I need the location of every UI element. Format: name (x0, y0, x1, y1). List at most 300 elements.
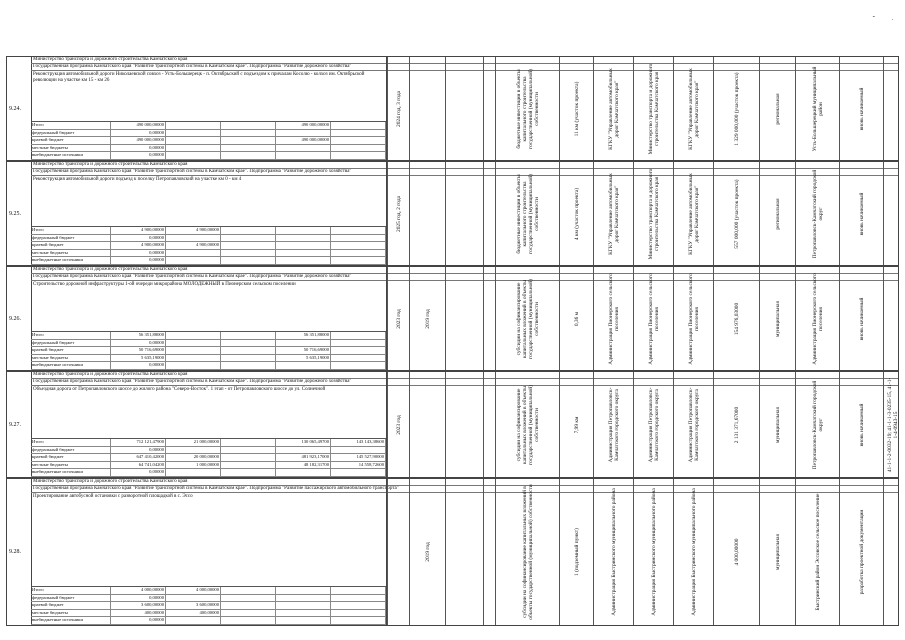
source-label: Итого (31, 122, 111, 129)
amount-cell (276, 587, 331, 594)
amount-cell (221, 137, 276, 144)
amount-cell: 490 000,00000 (276, 137, 331, 144)
amount-cell (166, 355, 221, 362)
amount-cell (276, 469, 331, 476)
amount-cell (276, 235, 331, 242)
amount-cell: 50 716,69000 (276, 347, 331, 354)
amount-cell: 0,00000 (111, 250, 166, 257)
amount-cell: 4 900,00000 (166, 227, 221, 234)
attribute-cell (839, 479, 884, 625)
object-title: Объездная дорога от Петропавловского шоссе до жилого района "Северо-Восток". 1 этап - от Петропавловского шоссе до ул. Солнечной (33, 387, 326, 392)
amount-cell (276, 152, 331, 159)
amount-cell (331, 602, 386, 609)
amount-cell (331, 145, 386, 152)
attribute-cell (495, 479, 560, 625)
attribute-text: субсидии на софинансирование капитальных вложений в объекты государственной (муниципальной) собственности (522, 484, 534, 620)
attribute-text: муниципальная (775, 300, 781, 337)
attribute-text: 2019 год (425, 308, 431, 329)
object-title: Строительство дорожной инфраструктуры 1-ой очереди микрорайона МОЛОДЕЖНЫЙ в Пионерском сельском поселении (33, 282, 296, 287)
amount-cell (221, 227, 276, 234)
financing-row (31, 355, 386, 363)
source-label: местные бюджеты (31, 355, 111, 362)
attribute-cell (883, 57, 902, 160)
attribute-cell (759, 57, 796, 160)
amount-cell (221, 257, 276, 264)
amount-cell (166, 362, 221, 369)
financing-row (31, 235, 386, 243)
source-label: Итого (31, 439, 111, 446)
attribute-cell (495, 372, 560, 477)
source-label: краевой бюджет (31, 347, 111, 354)
attribute-cell (409, 372, 446, 477)
attribute-cell (559, 267, 594, 370)
attribute-columns (386, 479, 898, 625)
attribute-cell (633, 372, 674, 477)
amount-cell (276, 250, 331, 257)
amount-cell (166, 145, 221, 152)
amount-cell: 143 143,38600 (331, 439, 386, 446)
attribute-cell (593, 162, 634, 265)
amount-cell: 4 900,00000 (111, 242, 166, 249)
source-label: краевой бюджет (31, 137, 111, 144)
financing-table (31, 331, 386, 370)
amount-cell: 3 600,00000 (111, 602, 166, 609)
attribute-cell (593, 57, 634, 160)
amount-cell: 712 121,47900 (111, 439, 166, 446)
source-label: Итого (31, 332, 111, 339)
amount-cell (221, 602, 276, 609)
amount-cell (221, 130, 276, 137)
source-label: Итого (31, 587, 111, 594)
amount-cell (166, 332, 221, 339)
amount-cell (331, 340, 386, 347)
amount-cell: 4 000,00000 (111, 587, 166, 594)
financing-row (31, 250, 386, 258)
attribute-text: Администрация Быстринского муниципального района (691, 488, 697, 616)
amount-cell (166, 469, 221, 476)
attribute-text: Петропавловск-Камчатский городской округ (812, 169, 824, 258)
attribute-cell (409, 162, 446, 265)
financing-row (31, 152, 386, 160)
source-label: внебюджетные источники (31, 152, 111, 159)
attribute-text: региональная (775, 92, 781, 125)
amount-cell (221, 447, 276, 454)
attribute-text: разработка проектной документации (859, 509, 865, 595)
amount-cell: 490 000,00000 (111, 122, 166, 129)
attribute-cell (713, 162, 760, 265)
financing-row (31, 617, 386, 625)
amount-cell (276, 610, 331, 617)
attribute-cell (713, 372, 760, 477)
attribute-columns (386, 162, 898, 265)
financing-row (31, 145, 386, 153)
attribute-cell (839, 372, 884, 477)
financing-row (31, 447, 386, 455)
attribute-text: вновь начинаемый (859, 297, 865, 340)
attribute-cell (839, 162, 884, 265)
financing-table (31, 121, 386, 160)
attribute-cell (883, 267, 902, 370)
amount-cell (221, 610, 276, 617)
financing-table (31, 226, 386, 265)
attribute-text: вновь начинаемый (859, 192, 865, 235)
attribute-cell (673, 372, 714, 477)
attribute-text: 2023 год (396, 308, 402, 329)
program-header: Государственная программа Камчатского края "Развитие транспортной системы в Камчатском крае". Подпрограмма "Развитие пассажирского автомобильного транспорта" (31, 486, 898, 493)
attribute-cell (883, 479, 902, 625)
attribute-text: вновь начинаемый (859, 87, 865, 130)
row-number-text: 9.26. (9, 315, 21, 322)
attribute-cell (673, 479, 714, 625)
row-number-text: 9.27. (9, 421, 21, 428)
investment-table (6, 56, 899, 626)
attribute-cell (445, 267, 484, 370)
amount-cell (276, 447, 331, 454)
attribute-text: 2 131 371,67000 (734, 406, 740, 443)
amount-cell (331, 617, 386, 624)
attribute-cell (593, 267, 634, 370)
amount-cell (166, 347, 221, 354)
table-row (6, 56, 899, 161)
amount-cell (331, 447, 386, 454)
amount-cell (221, 235, 276, 242)
ministry-header: Министерство транспорта и дорожного строительства Камчатского края (31, 372, 898, 379)
amount-cell: 400,00000 (166, 610, 221, 617)
amount-cell: 145 527,90000 (331, 454, 386, 461)
amount-cell (166, 122, 221, 129)
source-label: местные бюджеты (31, 250, 111, 257)
amount-cell (221, 122, 276, 129)
attribute-text: 1 329 000,000 (участок проекта) (734, 71, 740, 146)
attribute-text: Администрация Петропавловск-Камчатского городского округа (608, 387, 620, 462)
amount-cell (331, 257, 386, 264)
amount-cell (331, 227, 386, 234)
attribute-cell (445, 57, 484, 160)
attribute-cell (387, 57, 410, 160)
amount-cell: 0,00000 (111, 145, 166, 152)
attribute-cell (883, 162, 902, 265)
attribute-cell (445, 479, 484, 625)
attribute-cell (559, 57, 594, 160)
object-title: Реконструкция автомобильной дороги Николаевской совхоз - Усть-Большерецк - п. Октябрьский с подъездом к причалам Косолю - колхоз им. Октябрьской революции на участке км 15 - км 26 (33, 72, 365, 83)
attribute-cell (387, 372, 410, 477)
attribute-cell (409, 267, 446, 370)
amount-cell (166, 447, 221, 454)
attribute-text: Усть-Большерецкий муниципальный район (812, 66, 824, 151)
row-number (7, 57, 32, 160)
attribute-cell (759, 479, 796, 625)
financing-table (31, 438, 386, 477)
amount-cell: 5 635,19000 (111, 355, 166, 362)
amount-cell (166, 340, 221, 347)
financing-row (31, 462, 386, 470)
attribute-cell (883, 372, 902, 477)
amount-cell (276, 145, 331, 152)
amount-cell (331, 587, 386, 594)
attribute-cell (795, 162, 840, 265)
attribute-cell (593, 372, 634, 477)
program-header: Государственная программа Камчатского края "Развитие транспортной системы в Камчатском крае". Подпрограмма "Развитие дорожного хозяйства" (31, 64, 898, 71)
financing-row (31, 242, 386, 250)
attribute-text: 0,36 м (574, 311, 580, 326)
row-number-text: 9.28. (9, 549, 21, 555)
source-label: внебюджетные источники (31, 257, 111, 264)
amount-cell (276, 242, 331, 249)
financing-row (31, 257, 386, 265)
scan-mark: - (872, 12, 875, 20)
table-row (6, 371, 899, 478)
amount-cell (221, 469, 276, 476)
source-label: федеральный бюджет (31, 130, 111, 137)
amount-cell (221, 595, 276, 602)
attribute-cell (759, 267, 796, 370)
amount-cell (221, 617, 276, 624)
attribute-text: бюджетные инвестиции в объекты капитального строительства государственной (муниципальной) собственности (516, 173, 540, 254)
attribute-cell (759, 162, 796, 265)
attribute-text: муниципальная (775, 406, 781, 443)
attribute-text: 7,99 км (574, 416, 580, 433)
amount-cell (331, 355, 386, 362)
attribute-text: вновь начинаемый (859, 403, 865, 446)
amount-cell: 64 741,04200 (111, 462, 166, 469)
attribute-cell (559, 479, 594, 625)
financing-row (31, 610, 386, 618)
attribute-text: Министерство транспорта и дорожного строительства Камчатского края (648, 168, 660, 259)
financing-row (31, 347, 386, 355)
attribute-cell (795, 267, 840, 370)
attribute-text: 4 км (участок проекта) (574, 187, 580, 240)
amount-cell: 1 000,00000 (166, 462, 221, 469)
attribute-cell (495, 162, 560, 265)
amount-cell (221, 355, 276, 362)
amount-cell (276, 602, 331, 609)
amount-cell: 50 716,69000 (111, 347, 166, 354)
amount-cell (331, 347, 386, 354)
amount-cell (331, 122, 386, 129)
row-number (7, 479, 32, 625)
attribute-text: Быстринский район Эссовское сельское поселение (815, 493, 821, 611)
amount-cell (221, 145, 276, 152)
amount-cell (331, 610, 386, 617)
attribute-cell (839, 267, 884, 370)
financing-row (31, 122, 386, 130)
attribute-text: муниципальная (775, 534, 781, 570)
source-label: внебюджетные источники (31, 617, 111, 624)
attribute-cell (633, 267, 674, 370)
attribute-cell (445, 372, 484, 477)
attribute-text: КГКУ "Управление автомобильных дорог Камчатского края" (608, 67, 620, 150)
amount-cell: 0,00000 (111, 235, 166, 242)
amount-cell (276, 617, 331, 624)
financing-row (31, 587, 386, 595)
amount-cell (166, 250, 221, 257)
amount-cell (276, 362, 331, 369)
attribute-cell (795, 479, 840, 625)
ministry-header: Министерство транспорта и дорожного строительства Камчатского края (31, 479, 898, 486)
amount-cell: 20 000,00000 (166, 454, 221, 461)
financing-row (31, 362, 386, 370)
financing-row (31, 439, 386, 447)
amount-cell: 0,00000 (111, 447, 166, 454)
amount-cell (276, 595, 331, 602)
financing-row (31, 227, 386, 235)
amount-cell: 0,00000 (111, 469, 166, 476)
amount-cell (221, 332, 276, 339)
source-label: внебюджетные источники (31, 362, 111, 369)
attribute-cell (633, 57, 674, 160)
attribute-cell (795, 57, 840, 160)
source-label: краевой бюджет (31, 454, 111, 461)
attribute-cell (495, 57, 560, 160)
amount-cell: 0,00000 (111, 340, 166, 347)
amount-cell (331, 130, 386, 137)
attribute-text: 2023 год (396, 414, 402, 435)
amount-cell: 56 351,88000 (276, 332, 331, 339)
attribute-cell (795, 372, 840, 477)
amount-cell: 56 351,88000 (111, 332, 166, 339)
amount-cell: 0,00000 (111, 595, 166, 602)
program-header: Государственная программа Камчатского края "Развитие транспортной системы в Камчатском крае". Подпрограмма "Развитие дорожного хозяйства" (31, 379, 898, 386)
attribute-cell (387, 162, 410, 265)
row-number-text: 9.25. (9, 210, 21, 217)
amount-cell (221, 454, 276, 461)
source-label: внебюджетные источники (31, 469, 111, 476)
attribute-text: Администрация Быстринского муниципального района (611, 488, 617, 616)
ministry-header: Министерство транспорта и дорожного строительства Камчатского края (31, 57, 898, 64)
attribute-text: 154 976,03000 (734, 302, 740, 335)
amount-cell (276, 130, 331, 137)
amount-cell (221, 347, 276, 354)
amount-cell (166, 235, 221, 242)
attribute-cell (409, 57, 446, 160)
attribute-columns (386, 267, 898, 370)
amount-cell (221, 439, 276, 446)
attribute-cell (633, 162, 674, 265)
table-row (6, 161, 899, 266)
attribute-text: Министерство транспорта и дорожного строительства Камчатского края (648, 63, 660, 154)
amount-cell: 481 923,17000 (276, 454, 331, 461)
attribute-cell (559, 372, 594, 477)
row-number-text: 9.24. (9, 105, 21, 112)
attribute-text: 2024 год, 3 года (396, 90, 402, 127)
amount-cell (221, 587, 276, 594)
attribute-text: 2019 год (425, 542, 431, 562)
amount-cell (221, 242, 276, 249)
source-label: Итого (31, 227, 111, 234)
financing-table (31, 586, 386, 625)
amount-cell: 0,00000 (111, 362, 166, 369)
attribute-text: субсидии на софинансирование капитальных вложений в объекты государственной (муниципальной) собственности (516, 384, 540, 465)
attribute-columns (386, 57, 898, 160)
attribute-text: Администрация Быстринского муниципального района (651, 488, 657, 616)
financing-row (31, 137, 386, 145)
attribute-text: Администрация Пионерского сельского поселения (608, 272, 620, 365)
attribute-cell (759, 372, 796, 477)
source-label: местные бюджеты (31, 610, 111, 617)
amount-cell (331, 250, 386, 257)
attribute-cell (387, 267, 410, 370)
financing-row (31, 340, 386, 348)
attribute-text: 2025 год, 2 года (396, 195, 402, 232)
source-label: краевой бюджет (31, 602, 111, 609)
program-header: Государственная программа Камчатского края "Развитие транспортной системы в Камчатском крае". Подпрограмма "Развитие дорожного хозяйства" (31, 274, 898, 281)
amount-cell (221, 340, 276, 347)
attribute-text: КГКУ "Управление автомобильных дорог Камчатского края" (688, 67, 700, 150)
amount-cell (166, 152, 221, 159)
attribute-cell (445, 162, 484, 265)
amount-cell: 4 000,00000 (166, 587, 221, 594)
attribute-text: КГКУ "Управление автомобильных дорог Камчатского края" (608, 172, 620, 255)
source-label: местные бюджеты (31, 145, 111, 152)
amount-cell: 0,00000 (111, 130, 166, 137)
amount-cell (221, 250, 276, 257)
attribute-cell (713, 57, 760, 160)
row-number (7, 267, 32, 370)
amount-cell (331, 235, 386, 242)
amount-cell (331, 595, 386, 602)
financing-row (31, 130, 386, 138)
amount-cell: 130 065,49700 (276, 439, 331, 446)
attribute-text: Администрация Петропавловск-Камчатского городского округа (648, 387, 660, 462)
table-row (6, 478, 899, 626)
amount-cell (166, 595, 221, 602)
source-label: местные бюджеты (31, 462, 111, 469)
attribute-text: Администрация Пионерского сельского поселения (688, 272, 700, 365)
attribute-cell (593, 479, 634, 625)
table-row (6, 266, 899, 371)
financing-row (31, 602, 386, 610)
attribute-columns (386, 372, 898, 477)
amount-cell: 3 600,00000 (166, 602, 221, 609)
attribute-text: бюджетные инвестиции в объекты капитального строительства государственной (муниципальной) собственности (516, 68, 540, 149)
attribute-text: субсидии на софинансирование капитальных вложений в объекты государственной (муниципальной) собственности (516, 278, 540, 359)
amount-cell (331, 362, 386, 369)
source-label: федеральный бюджет (31, 447, 111, 454)
source-label: федеральный бюджет (31, 235, 111, 242)
amount-cell: 0,00000 (111, 257, 166, 264)
program-header: Государственная программа Камчатского края "Развитие транспортной системы в Камчатском крае". Подпрограмма "Развитие дорожного хозяйства" (31, 169, 898, 176)
amount-cell: 4 900,00000 (166, 242, 221, 249)
attribute-cell (713, 479, 760, 625)
attribute-text: Администрация Петропавловск-Камчатского городского округа (688, 387, 700, 462)
attribute-text: 557 000,000 (участок проекта) (734, 178, 740, 249)
object-title: Реконструкция автомобильной дороги подъезд к поселку Петропавловский на участке км 0 - км 4 (33, 177, 242, 182)
amount-cell (276, 227, 331, 234)
source-label: краевой бюджет (31, 242, 111, 249)
amount-cell (331, 332, 386, 339)
ministry-header: Министерство транспорта и дорожного строительства Камчатского края (31, 162, 898, 169)
attribute-cell (387, 479, 410, 625)
attribute-cell (633, 479, 674, 625)
amount-cell (276, 340, 331, 347)
attribute-cell (495, 267, 560, 370)
attribute-cell (409, 479, 446, 625)
amount-cell: 4 900,00000 (111, 227, 166, 234)
attribute-text: 1 (подземный пункт) (574, 528, 580, 576)
amount-cell (221, 462, 276, 469)
amount-cell: 400,00000 (111, 610, 166, 617)
attribute-cell (673, 162, 714, 265)
attribute-text: Администрация Пионерского сельского поселения (648, 272, 660, 365)
attribute-cell (673, 57, 714, 160)
amount-cell (331, 242, 386, 249)
financing-row (31, 332, 386, 340)
row-number (7, 162, 32, 265)
attribute-text: Администрация Пионерского сельского поселения (812, 272, 824, 365)
amount-cell (166, 617, 221, 624)
amount-cell: 0,00000 (111, 617, 166, 624)
amount-cell: 0,00000 (111, 152, 166, 159)
